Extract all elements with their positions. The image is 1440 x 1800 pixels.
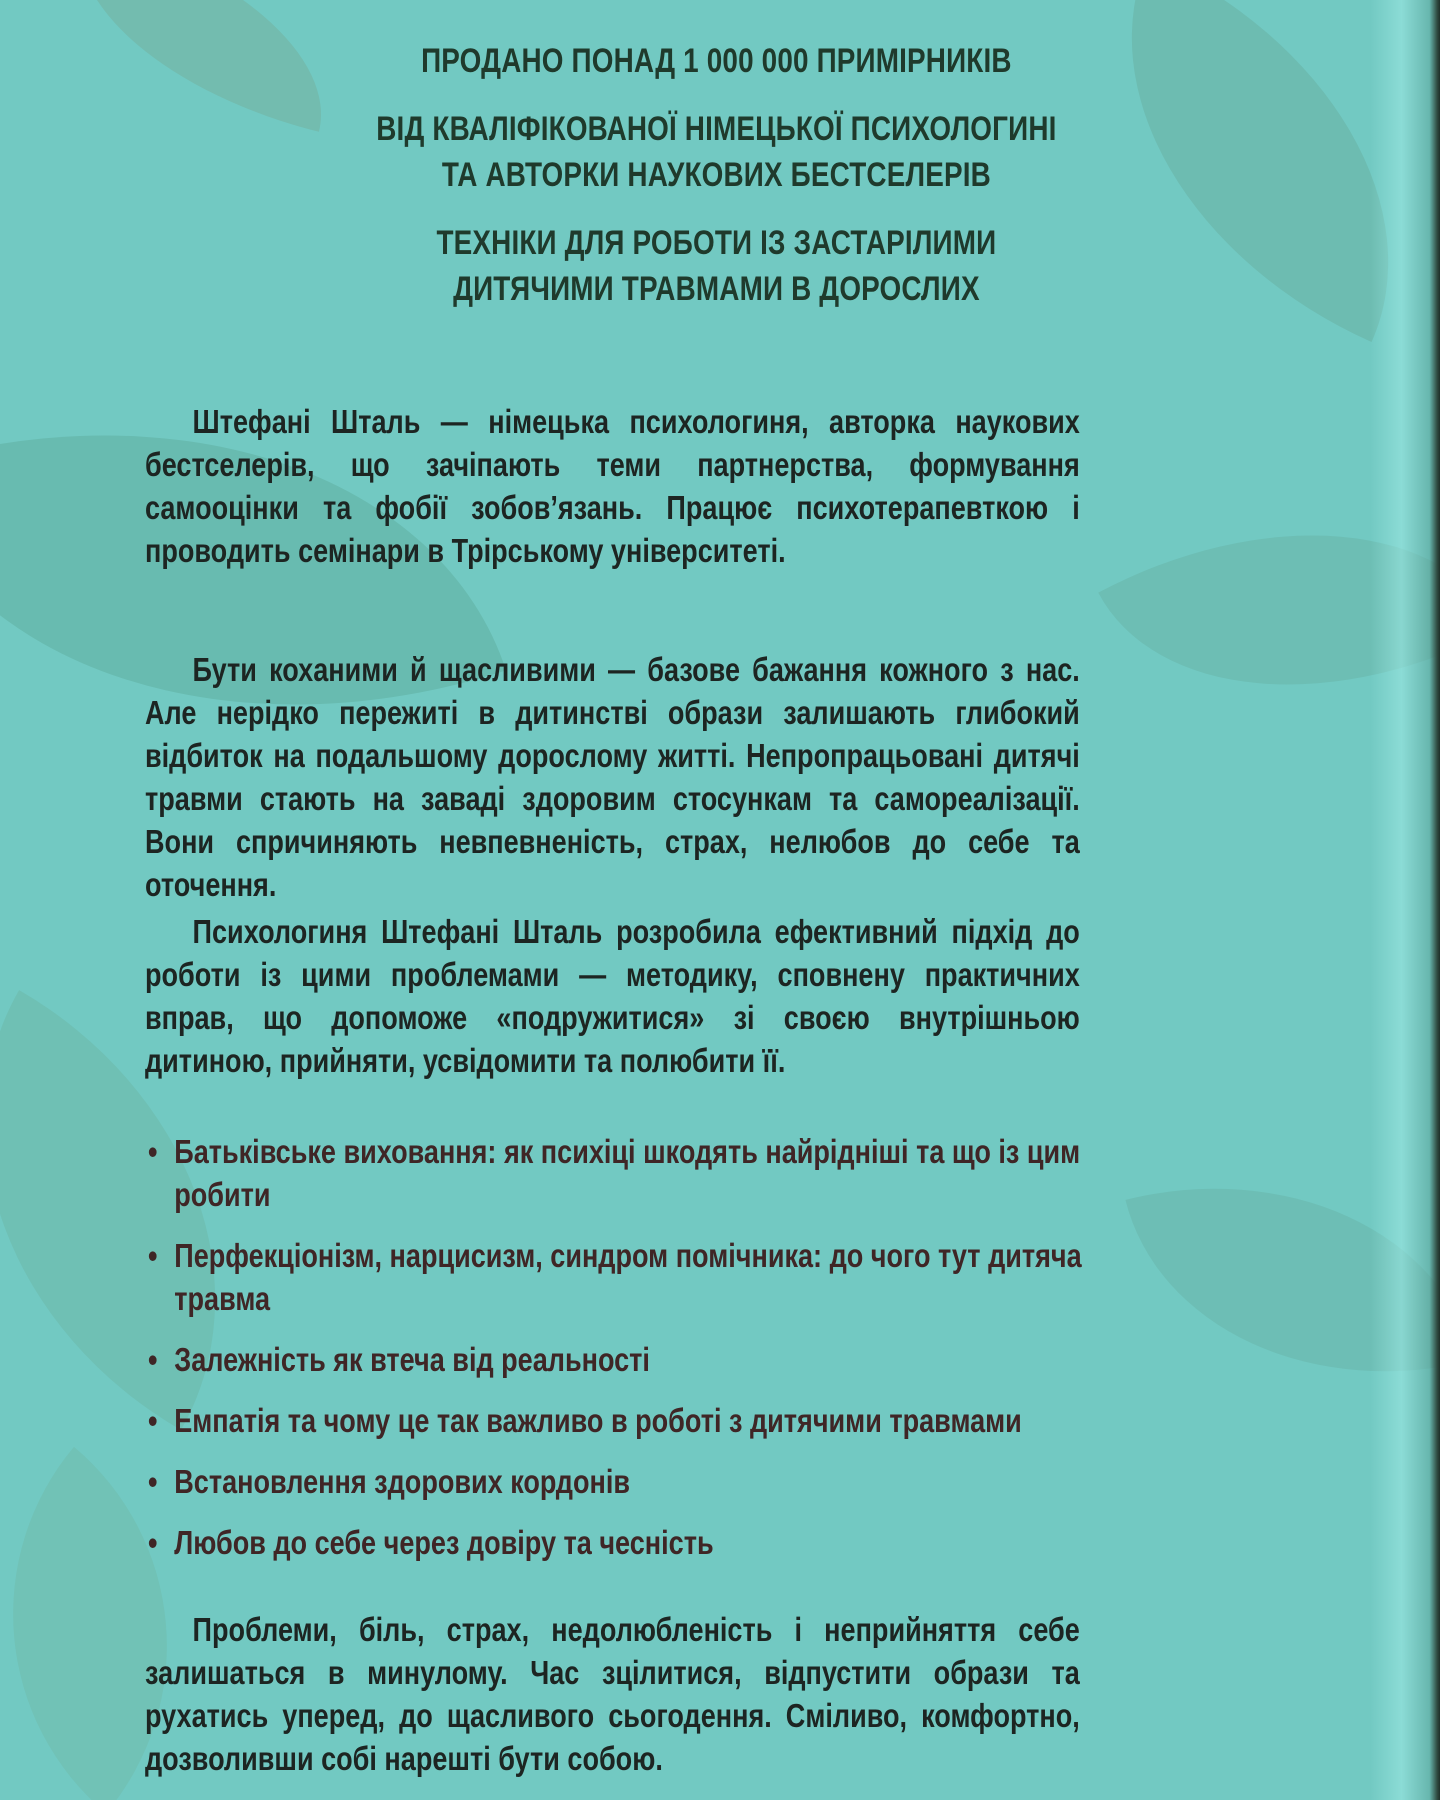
bullet-icon: • [148, 1237, 158, 1274]
description-paragraph-2 [145, 910, 1080, 1082]
headline-sold-copies [126, 38, 1307, 84]
bullet-item: • Любов до себе через довіру та чесність [148, 1521, 1083, 1564]
back-cover-content [0, 0, 1440, 312]
bullet-item: • Залежність як втеча від реальності [148, 1338, 1083, 1381]
paragraph-text: Психологиня Штефані Шталь розробила ефективний підхід до роботи із цими проблемами — методику, сповнену практичних вправ, що допоможе «подружитися» зі своєю внутрішньою дитиною, прийняти, усвідомити та полюбити її. [145, 913, 1080, 1079]
feature-bullet-list [148, 1130, 1083, 1582]
headline-line: ВІД КВАЛІФІКОВАНОЇ НІМЕЦЬКОЇ ПСИХОЛОГИНІ [376, 110, 1057, 148]
bullet-item: • Встановлення здорових кордонів [148, 1460, 1083, 1503]
bullet-item: • Емпатія та чому це так важливо в роботі з дитячими травмами [148, 1399, 1083, 1442]
paragraph-text: Проблеми, біль, страх, недолюбленість і неприйняття себе залишаться в минулому. Час зцілитися, відпустити образи та рухатись уперед, до щасливого сьогодення. Сміливо, комфортно, дозволивши собі нарешті бути собою. [145, 1611, 1080, 1777]
bullet-icon: • [148, 1524, 158, 1561]
headline-line: ТЕХНІКИ ДЛЯ РОБОТИ ІЗ ЗАСТАРІЛИМИ [436, 224, 997, 262]
headline-line: ДИТЯЧИМИ ТРАВМАМИ В ДОРОСЛИХ [453, 270, 980, 308]
paragraph-text: Бути коханими й щасливими — базове бажання кожного з нас. Але нерідко пережиті в дитинстві образи залишають глибокий відбиток на подальшому дорослому житті. Непропрацьовані дитячі травми стають на заваді здоровим стосункам та самореалізації. Вони спричиняють невпевненість, страх, нелюбов до себе та оточення. [145, 651, 1080, 903]
headline-line: ТА АВТОРКИ НАУКОВИХ БЕСТСЕЛЕРІВ [441, 156, 991, 194]
bullet-item: • Батьківське виховання: як психіці шкодять найрідніші та що із цим робити [148, 1130, 1083, 1216]
bullet-icon: • [148, 1463, 158, 1500]
headline-techniques [126, 220, 1307, 312]
headline-author-credentials [126, 106, 1307, 198]
description-paragraph-1 [145, 648, 1080, 906]
bullet-icon: • [148, 1133, 158, 1170]
bullet-icon: • [148, 1341, 158, 1378]
bullet-icon: • [148, 1402, 158, 1439]
closing-paragraph [145, 1608, 1080, 1780]
bullet-item: • Перфекціонізм, нарцисизм, синдром помічника: до чого тут дитяча травма [148, 1234, 1083, 1320]
author-bio-block [145, 400, 1080, 572]
headline-line: ПРОДАНО ПОНАД 1 000 000 ПРИМІРНИКІВ [421, 42, 1012, 80]
author-bio: Штефані Шталь — німецька психологиня, авторка наукових бестселерів, що зачіпають теми партнерства, формування самооцінки та фобії зобов’язань. Працює психотерапевткою і проводить семінари в Трірському університеті. [145, 403, 1080, 569]
